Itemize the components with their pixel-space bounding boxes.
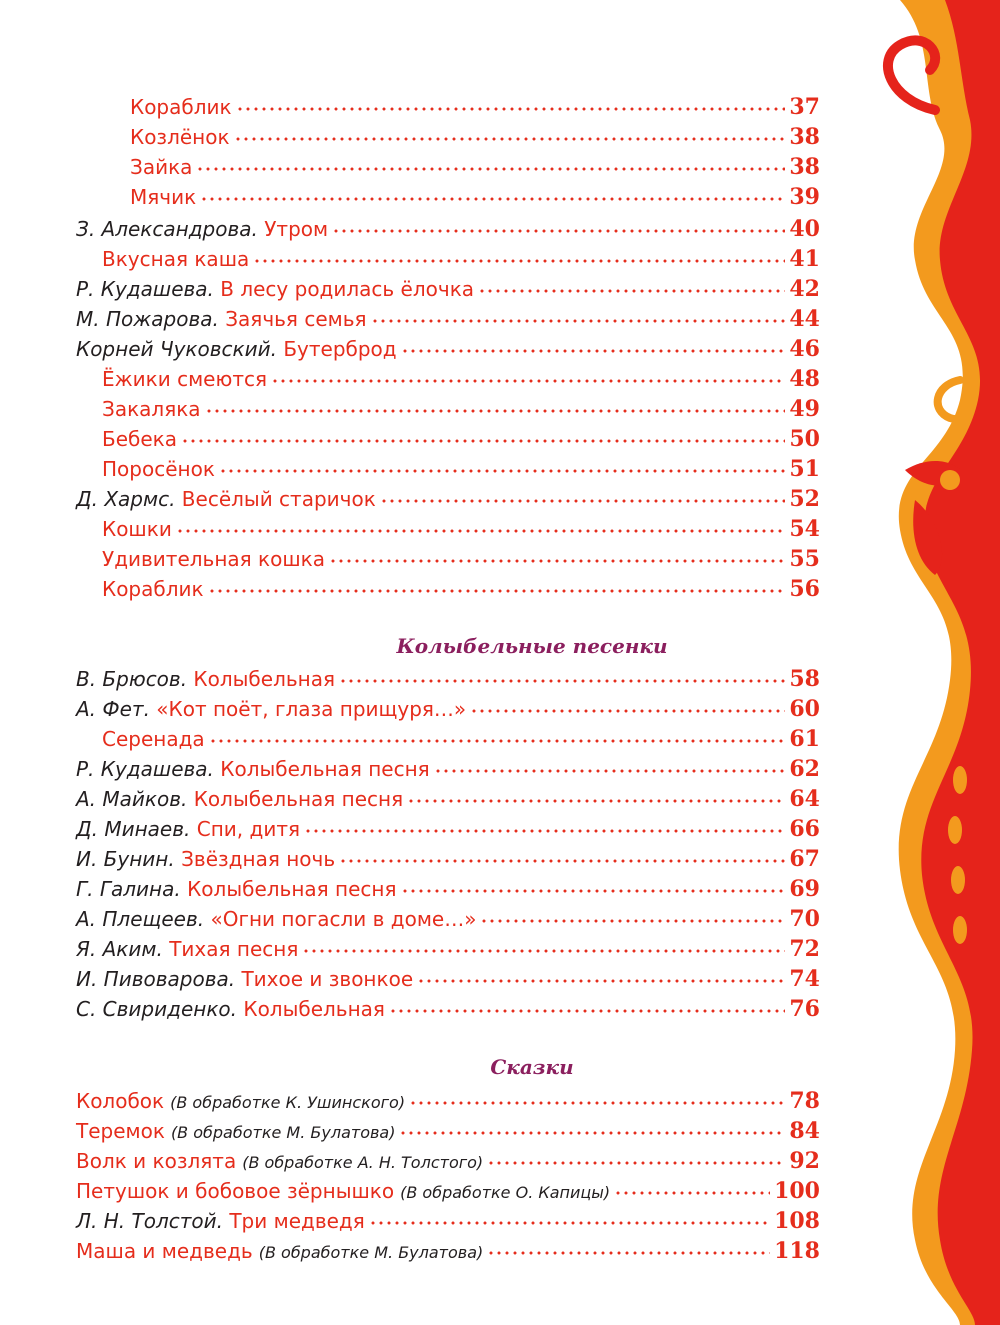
entry-page-number: 60 xyxy=(789,696,820,722)
entry-title: Ёжики смеются xyxy=(102,367,267,391)
entry-page-number: 78 xyxy=(789,1088,820,1114)
dot-leader xyxy=(236,104,786,114)
toc-entry[interactable] xyxy=(76,694,820,724)
toc-entry[interactable] xyxy=(76,1176,820,1206)
toc-entry[interactable] xyxy=(76,274,820,304)
dot-leader xyxy=(389,1006,785,1016)
toc-entry[interactable] xyxy=(102,394,820,424)
entry-title: В лесу родилась ёлочка xyxy=(220,277,475,301)
entry-title: Звёздная ночь xyxy=(181,847,336,871)
entry-title: Удивительная кошка xyxy=(102,547,325,571)
dot-leader xyxy=(329,556,785,566)
entry-page-number: 66 xyxy=(789,816,820,842)
toc-entry[interactable] xyxy=(102,244,820,274)
entry-page-number: 46 xyxy=(789,336,820,362)
entry-author: З. Александрова. xyxy=(76,217,265,241)
toc-entry[interactable] xyxy=(130,182,820,212)
dot-leader xyxy=(470,706,785,716)
entry-title: Поросёнок xyxy=(102,457,215,481)
entry-page-number: 92 xyxy=(789,1148,820,1174)
dot-leader xyxy=(487,1158,785,1168)
dot-leader xyxy=(302,946,785,956)
toc-entry[interactable] xyxy=(76,334,820,364)
entry-title: Бебека xyxy=(102,427,177,451)
toc-entry[interactable] xyxy=(76,754,820,784)
entry-page-number: 74 xyxy=(789,966,820,992)
entry-page-number: 55 xyxy=(789,546,820,572)
entry-page-number: 44 xyxy=(789,306,820,332)
entry-author: А. Фет. xyxy=(76,697,157,721)
toc-entry[interactable] xyxy=(76,994,820,1024)
entry-title: Весёлый старичок xyxy=(181,487,376,511)
dot-leader xyxy=(480,916,785,926)
toc-entry[interactable] xyxy=(76,934,820,964)
toc-entry[interactable] xyxy=(130,122,820,152)
toc-entry[interactable] xyxy=(102,514,820,544)
entry-author: А. Плещеев. xyxy=(76,907,211,931)
entry-page-number: 118 xyxy=(774,1238,820,1264)
dot-leader xyxy=(380,496,786,506)
entry-page-number: 49 xyxy=(789,396,820,422)
toc-entry[interactable] xyxy=(76,844,820,874)
entry-author: Я. Аким. xyxy=(76,937,170,961)
entry-page-number: 39 xyxy=(789,184,820,210)
entry-title: Бутерброд xyxy=(283,337,397,361)
section-heading-lullabies: Колыбельные песенки xyxy=(396,634,668,658)
dot-leader xyxy=(487,1248,770,1258)
dot-leader xyxy=(200,194,785,204)
entry-title: Кошки xyxy=(102,517,172,541)
toc-entry[interactable] xyxy=(76,664,820,694)
entry-title: Заячья семья xyxy=(225,307,367,331)
dot-leader xyxy=(401,886,786,896)
toc-entry[interactable] xyxy=(102,724,820,754)
entry-page-number: 38 xyxy=(789,124,820,150)
dot-leader xyxy=(339,856,785,866)
entry-title: Тихое и звонкое xyxy=(241,967,414,991)
entry-author: И. Бунин. xyxy=(76,847,182,871)
entry-page-number: 42 xyxy=(789,276,820,302)
dot-leader xyxy=(407,796,785,806)
entry-page-number: 84 xyxy=(789,1118,820,1144)
entry-title: Кораблик xyxy=(130,95,232,119)
entry-note: (В обработке О. Капицы) xyxy=(400,1183,611,1202)
entry-author: Д. Хармс. xyxy=(76,487,182,511)
entry-title: Петушок и бобовое зёрнышко xyxy=(76,1179,395,1203)
toc-entry[interactable] xyxy=(102,424,820,454)
entry-title: Маша и медведь xyxy=(76,1239,253,1263)
entry-title: Колыбельная xyxy=(193,667,336,691)
entry-title: Колыбельная песня xyxy=(187,877,397,901)
toc-entry[interactable] xyxy=(76,214,820,244)
entry-page-number: 40 xyxy=(789,216,820,242)
entry-title: «Кот поёт, глаза прищуря…» xyxy=(156,697,467,721)
toc-entry[interactable] xyxy=(76,874,820,904)
entry-title: Колобок xyxy=(76,1089,165,1113)
dot-leader xyxy=(614,1188,770,1198)
toc-entry[interactable] xyxy=(76,484,820,514)
dot-leader xyxy=(253,256,785,266)
entry-page-number: 70 xyxy=(789,906,820,932)
toc-entry[interactable] xyxy=(130,152,820,182)
toc-entry[interactable] xyxy=(76,904,820,934)
dot-leader xyxy=(234,134,786,144)
entry-title: «Огни погасли в доме…» xyxy=(210,907,477,931)
dot-leader xyxy=(196,164,785,174)
entry-title: Три медведя xyxy=(229,1209,365,1233)
dot-leader xyxy=(176,526,786,536)
entry-page-number: 72 xyxy=(789,936,820,962)
entry-title: Козлёнок xyxy=(130,125,230,149)
entry-title: Вкусная каша xyxy=(102,247,250,271)
entry-author: С. Свириденко. xyxy=(76,997,244,1021)
dot-leader xyxy=(401,346,786,356)
entry-title: Колыбельная xyxy=(243,997,385,1021)
entry-page-number: 67 xyxy=(789,846,820,872)
toc-entry[interactable] xyxy=(102,544,820,574)
entry-page-number: 51 xyxy=(789,456,820,482)
entry-author: Корней Чуковский. xyxy=(76,337,284,361)
entry-author: М. Пожарова. xyxy=(76,307,226,331)
dot-leader xyxy=(304,826,785,836)
dot-leader xyxy=(208,586,786,596)
dot-leader xyxy=(181,436,785,446)
toc-entry[interactable] xyxy=(76,1206,820,1236)
toc-entry[interactable] xyxy=(102,364,820,394)
dot-leader xyxy=(209,736,786,746)
toc-entry[interactable] xyxy=(102,574,820,604)
entry-title: Спи, дитя xyxy=(196,817,300,841)
entry-page-number: 50 xyxy=(789,426,820,452)
entry-page-number: 41 xyxy=(789,246,820,272)
toc-entry[interactable] xyxy=(76,784,820,814)
toc-entry[interactable] xyxy=(76,1086,820,1116)
entry-page-number: 64 xyxy=(789,786,820,812)
dot-leader xyxy=(371,316,786,326)
entry-page-number: 108 xyxy=(774,1208,820,1234)
section-heading-fairy-tales: Сказки xyxy=(490,1055,574,1079)
entry-page-number: 69 xyxy=(789,876,820,902)
entry-note: (В обработке А. Н. Толстого) xyxy=(242,1153,484,1172)
dot-leader xyxy=(219,466,785,476)
dot-leader xyxy=(339,676,785,686)
dot-leader xyxy=(205,406,786,416)
entry-author: И. Пивоварова. xyxy=(76,967,242,991)
entry-title: Волк и козлята xyxy=(76,1149,237,1173)
entry-page-number: 56 xyxy=(789,576,820,602)
entry-title: Серенада xyxy=(102,727,205,751)
entry-page-number: 48 xyxy=(789,366,820,392)
entry-page-number: 54 xyxy=(789,516,820,542)
entry-title: Колыбельная песня xyxy=(220,757,430,781)
dot-leader xyxy=(369,1218,770,1228)
toc-entry[interactable] xyxy=(76,1146,820,1176)
dot-leader xyxy=(478,286,785,296)
entry-author: Д. Минаев. xyxy=(76,817,197,841)
entry-page-number: 100 xyxy=(774,1178,820,1204)
dot-leader xyxy=(409,1098,785,1108)
dot-leader xyxy=(332,226,785,236)
entry-note: (В обработке М. Булатова) xyxy=(258,1243,484,1262)
entry-page-number: 76 xyxy=(789,996,820,1022)
entry-author: В. Брюсов. xyxy=(76,667,194,691)
entry-page-number: 61 xyxy=(789,726,820,752)
entry-page-number: 58 xyxy=(789,666,820,692)
toc-entry[interactable] xyxy=(76,304,820,334)
entry-note: (В обработке К. Ушинского) xyxy=(170,1093,406,1112)
entry-author: Р. Кудашева. xyxy=(76,277,221,301)
entry-author: Г. Галина. xyxy=(76,877,188,901)
dot-leader xyxy=(271,376,785,386)
entry-title: Зайка xyxy=(130,155,193,179)
toc-entry[interactable] xyxy=(130,92,820,122)
entry-title: Колыбельная песня xyxy=(193,787,404,811)
dot-leader xyxy=(434,766,786,776)
entry-page-number: 38 xyxy=(789,154,820,180)
entry-title: Тихая песня xyxy=(169,937,299,961)
entry-author: Л. Н. Толстой. xyxy=(76,1209,230,1233)
dot-leader xyxy=(417,976,785,986)
entry-note: (В обработке М. Булатова) xyxy=(170,1123,396,1142)
toc-entry[interactable] xyxy=(102,454,820,484)
entry-title: Кораблик xyxy=(102,577,204,601)
entry-title: Закаляка xyxy=(102,397,201,421)
entry-title: Теремок xyxy=(76,1119,165,1143)
entry-page-number: 62 xyxy=(789,756,820,782)
entry-title: Мячик xyxy=(130,185,197,209)
toc-entry[interactable] xyxy=(76,964,820,994)
entry-author: Р. Кудашева. xyxy=(76,757,221,781)
toc-entry[interactable] xyxy=(76,1116,820,1146)
dot-leader xyxy=(399,1128,785,1138)
entry-page-number: 37 xyxy=(789,94,820,120)
toc-entry[interactable] xyxy=(76,814,820,844)
entry-title: Утром xyxy=(264,217,329,241)
toc-entry[interactable] xyxy=(76,1236,820,1266)
entry-author: А. Майков. xyxy=(76,787,194,811)
entry-page-number: 52 xyxy=(789,486,820,512)
